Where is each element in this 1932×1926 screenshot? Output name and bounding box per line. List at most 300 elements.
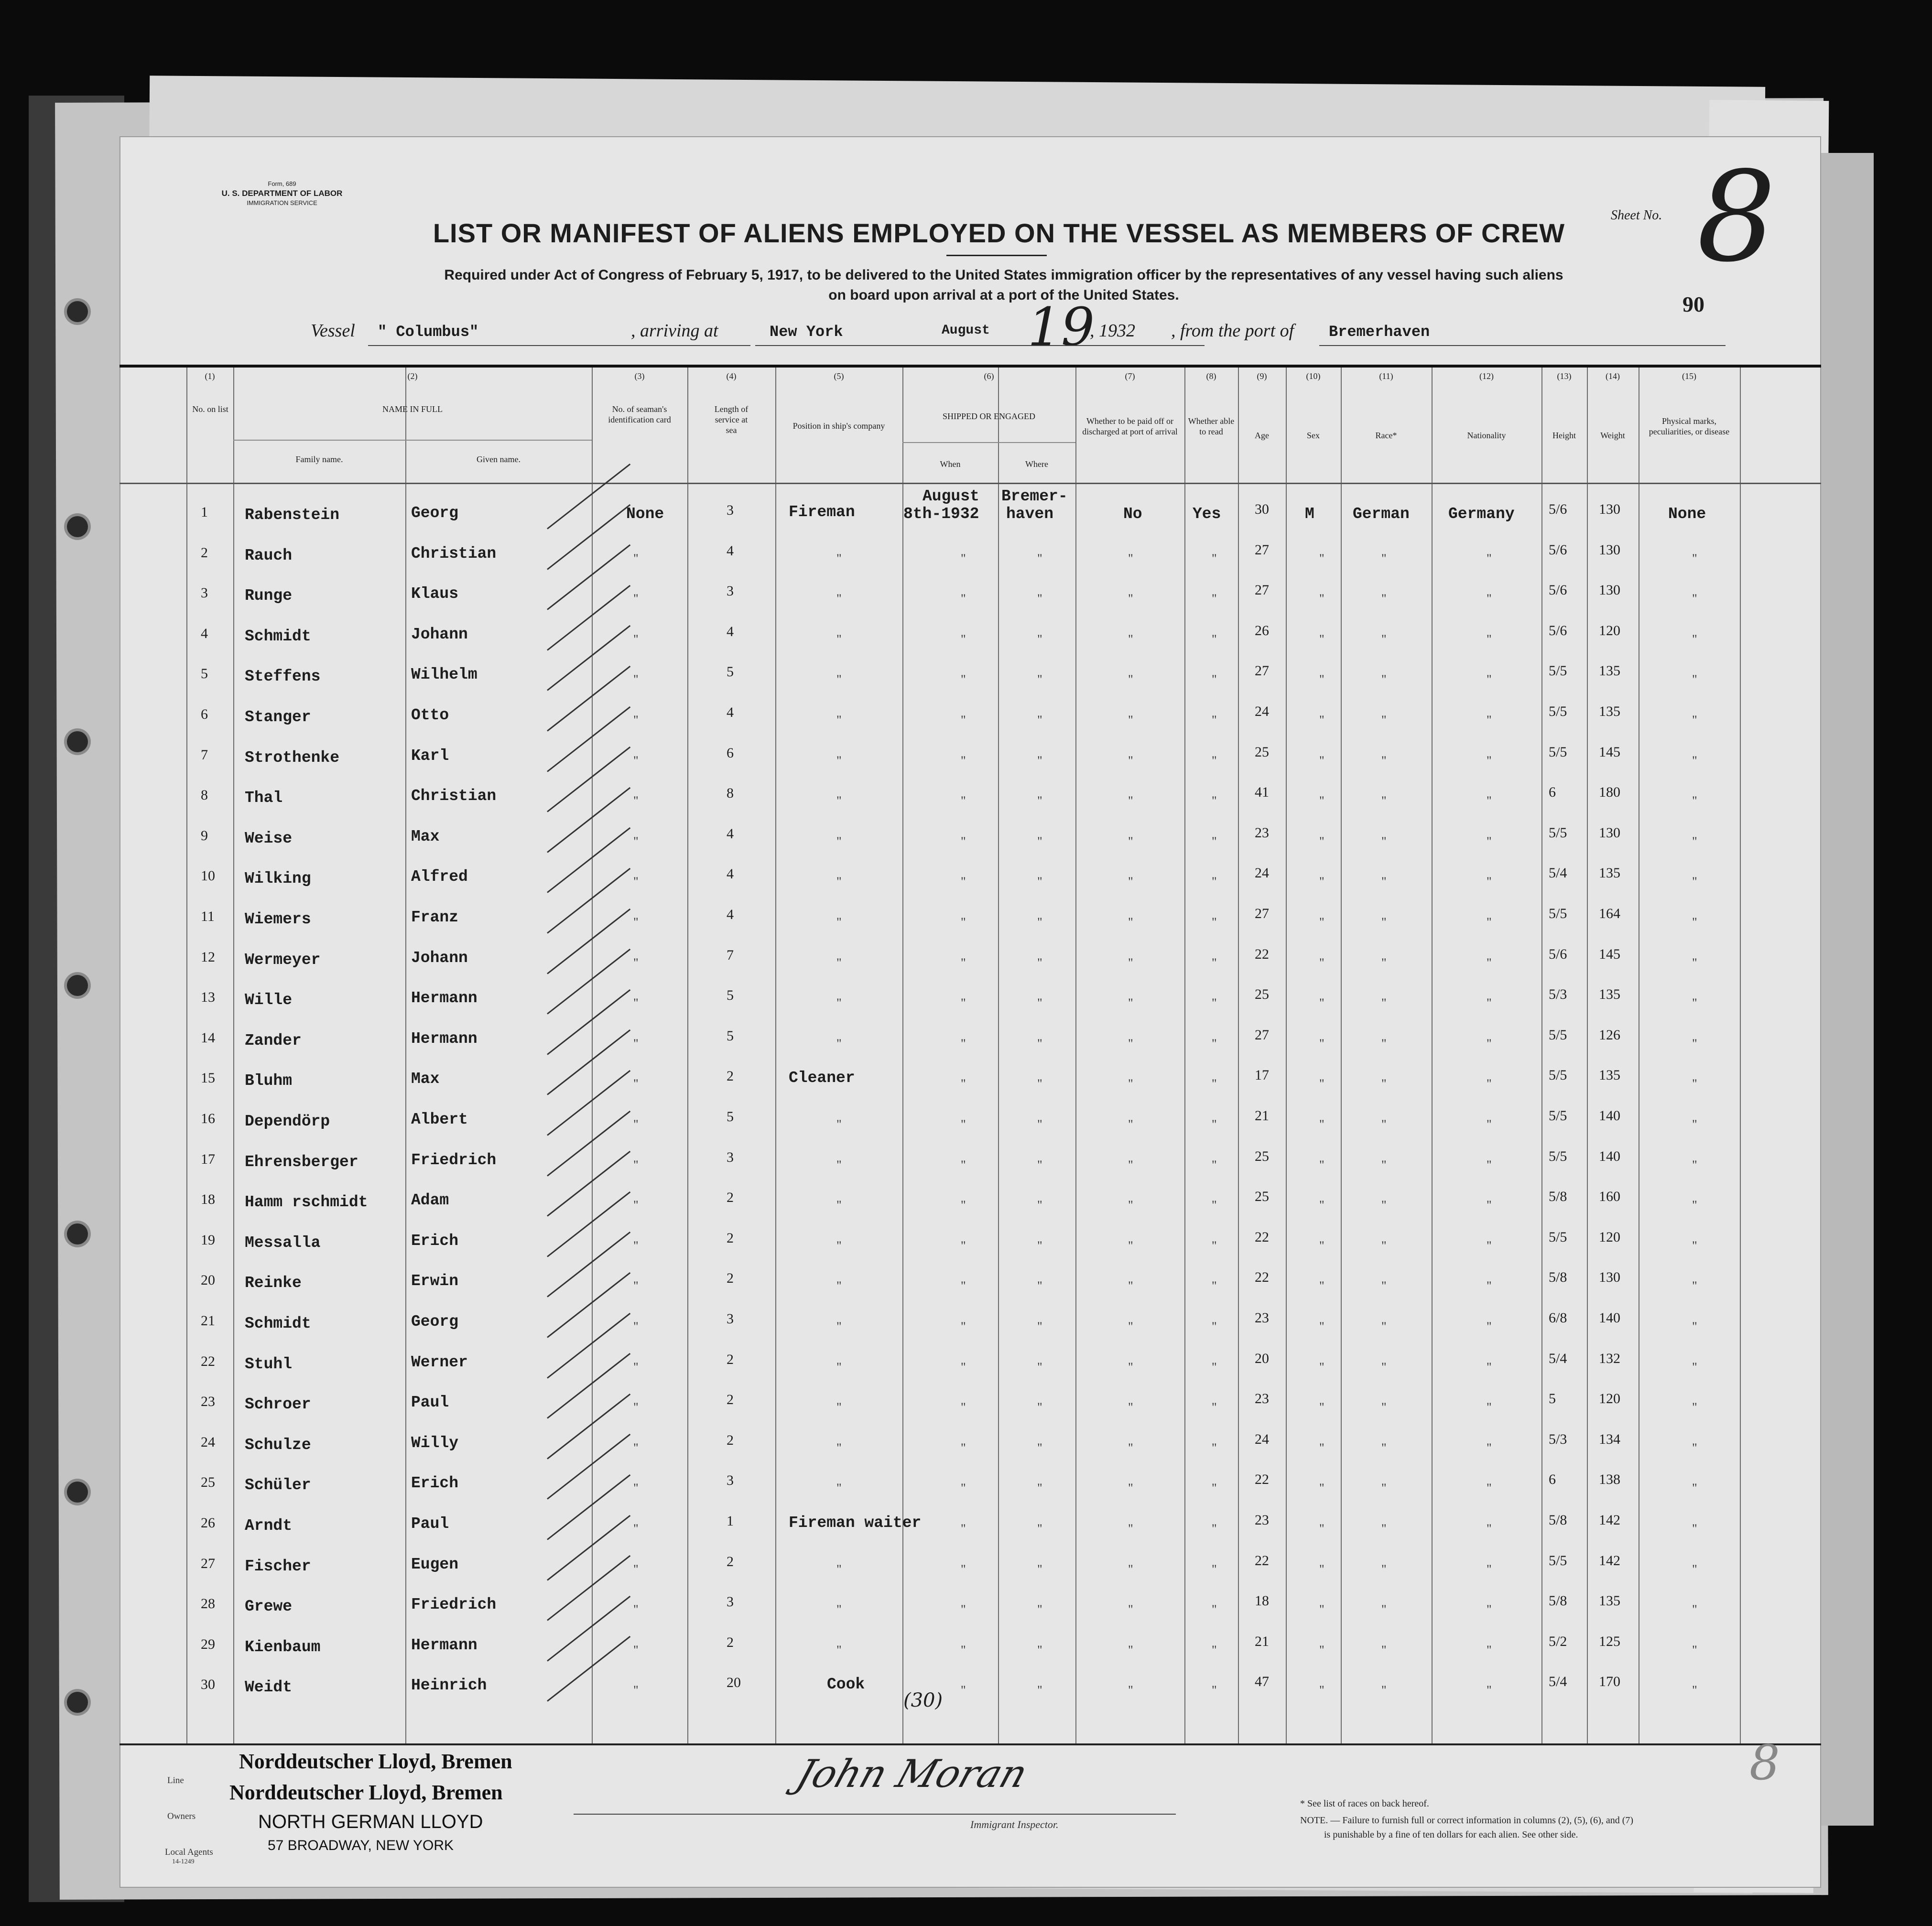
ditto-mark: " bbox=[1212, 1279, 1217, 1293]
ditto-mark: " bbox=[836, 1198, 842, 1212]
weight-value: 130 bbox=[1599, 542, 1620, 558]
ditto-mark: " bbox=[1692, 1239, 1697, 1253]
column-header-family-name: Family name. bbox=[295, 454, 343, 464]
list-number: 21 bbox=[201, 1313, 215, 1329]
list-number: 17 bbox=[201, 1151, 215, 1167]
position-value: Cook bbox=[827, 1676, 865, 1693]
height-value: 5/6 bbox=[1549, 542, 1567, 558]
ditto-mark: " bbox=[1692, 754, 1697, 768]
ditto-mark: " bbox=[1487, 1158, 1492, 1172]
ditto-mark: " bbox=[633, 1239, 639, 1253]
weight-value: 145 bbox=[1599, 744, 1620, 760]
shipped-where: Bremer- bbox=[1001, 487, 1068, 505]
weight-value: 126 bbox=[1599, 1027, 1620, 1043]
column-rule bbox=[775, 368, 776, 1744]
arrival-month: August bbox=[942, 323, 990, 338]
family-name: Grewe bbox=[245, 1598, 293, 1615]
ditto-mark: " bbox=[1319, 794, 1324, 808]
given-name: Otto bbox=[411, 706, 449, 724]
column-header-discharged: Whether to be paid off or discharged at port of arrival bbox=[1082, 416, 1178, 436]
column-header-race: Race* bbox=[1375, 431, 1397, 440]
family-name: Rauch bbox=[245, 547, 293, 564]
given-name: Heinrich bbox=[411, 1677, 487, 1694]
given-name: Albert bbox=[411, 1111, 468, 1128]
service-years: 2 bbox=[727, 1432, 734, 1448]
ditto-mark: " bbox=[1692, 1320, 1697, 1333]
ditto-mark: " bbox=[1487, 1643, 1492, 1657]
tick-mark bbox=[547, 1434, 630, 1500]
ditto-mark: " bbox=[1487, 552, 1492, 565]
column-number: (9) bbox=[1257, 371, 1267, 381]
ditto-mark: " bbox=[836, 1643, 842, 1657]
shipped-when: 8th-1932 bbox=[903, 505, 979, 523]
ditto-mark: " bbox=[836, 713, 842, 727]
corner-mark: 8 bbox=[1749, 1735, 1780, 1791]
ditto-mark: " bbox=[1692, 552, 1697, 565]
ditto-mark: " bbox=[1487, 996, 1492, 1010]
ditto-mark: " bbox=[836, 1239, 842, 1253]
ditto-mark: " bbox=[633, 1562, 639, 1576]
column-number: (6) bbox=[984, 371, 994, 381]
ditto-mark: " bbox=[1381, 794, 1387, 808]
ditto-mark: " bbox=[1212, 632, 1217, 646]
ditto-mark: " bbox=[1692, 996, 1697, 1010]
ditto-mark: " bbox=[1487, 1481, 1492, 1495]
punch-hole bbox=[67, 516, 88, 537]
weight-value: 135 bbox=[1599, 1593, 1620, 1609]
ditto-mark: " bbox=[1128, 1683, 1133, 1697]
column-rule bbox=[1238, 368, 1239, 1744]
family-name: Dependörp bbox=[245, 1113, 330, 1130]
weight-value: 135 bbox=[1599, 986, 1620, 1002]
age-value: 25 bbox=[1255, 744, 1269, 760]
column-rule bbox=[1541, 368, 1542, 1744]
ditto-mark: " bbox=[1037, 794, 1042, 808]
arrival-port: New York bbox=[770, 323, 843, 341]
ditto-mark: " bbox=[1319, 552, 1324, 565]
given-name: Wilhelm bbox=[411, 666, 478, 683]
ditto-mark: " bbox=[1212, 552, 1217, 565]
ditto-mark: " bbox=[1037, 956, 1042, 970]
ditto-mark: " bbox=[1487, 1037, 1492, 1050]
ditto-mark: " bbox=[1212, 1360, 1217, 1374]
ditto-mark: " bbox=[1381, 1522, 1387, 1536]
weight-value: 130 bbox=[1599, 501, 1620, 517]
from-port-label: , from the port of bbox=[1171, 321, 1294, 341]
column-header-height: Height bbox=[1552, 431, 1576, 440]
given-name: Eugen bbox=[411, 1556, 459, 1573]
punch-hole bbox=[67, 1223, 88, 1244]
age-value: 24 bbox=[1255, 703, 1269, 719]
ditto-mark: " bbox=[633, 1117, 639, 1131]
ditto-mark: " bbox=[1128, 1562, 1133, 1576]
column-rule bbox=[902, 368, 903, 1744]
ditto-mark: " bbox=[1319, 592, 1324, 606]
service-years: 4 bbox=[727, 624, 734, 639]
ditto-mark: " bbox=[1692, 875, 1697, 888]
given-name: Max bbox=[411, 1070, 440, 1088]
ditto-mark: " bbox=[1381, 875, 1387, 888]
weight-value: 130 bbox=[1599, 825, 1620, 841]
tick-mark bbox=[547, 1029, 630, 1095]
ditto-mark: " bbox=[1487, 1360, 1492, 1374]
family-name: Wille bbox=[245, 991, 293, 1009]
service-years: 2 bbox=[727, 1230, 734, 1246]
column-header-nationality: Nationality bbox=[1467, 431, 1506, 440]
service-years: 8 bbox=[727, 785, 734, 801]
ditto-mark: " bbox=[1319, 1400, 1324, 1414]
ditto-mark: " bbox=[633, 1198, 639, 1212]
column-rule bbox=[998, 368, 999, 1744]
weight-value: 135 bbox=[1599, 865, 1620, 881]
ditto-mark: " bbox=[1319, 875, 1324, 888]
family-name: Weidt bbox=[245, 1678, 293, 1696]
agent-stamp: NORTH GERMAN LLOYD bbox=[258, 1811, 483, 1832]
column-header-shipped: SHIPPED OR ENGAGED bbox=[942, 411, 1035, 421]
weight-value: 135 bbox=[1599, 703, 1620, 719]
given-name: Friedrich bbox=[411, 1151, 497, 1169]
weight-value: 170 bbox=[1599, 1674, 1620, 1689]
form-code: 14-1249 bbox=[172, 1858, 195, 1865]
age-value: 21 bbox=[1255, 1634, 1269, 1649]
tick-mark bbox=[547, 706, 630, 772]
tick-mark bbox=[547, 787, 630, 853]
age-value: 30 bbox=[1255, 501, 1269, 517]
races-note: * See list of races on back hereof. bbox=[1300, 1798, 1429, 1809]
list-number: 4 bbox=[201, 626, 208, 641]
age-value: 27 bbox=[1255, 582, 1269, 598]
ditto-mark: " bbox=[961, 1360, 966, 1374]
column-number: (8) bbox=[1206, 371, 1216, 381]
ditto-mark: " bbox=[633, 592, 639, 606]
tick-mark bbox=[547, 625, 630, 691]
ditto-mark: " bbox=[633, 1360, 639, 1374]
ditto-mark: " bbox=[1037, 754, 1042, 768]
given-name: Erich bbox=[411, 1232, 459, 1250]
column-header-id-card: No. of seaman's identification card bbox=[608, 404, 671, 424]
ditto-mark: " bbox=[1487, 1683, 1492, 1697]
age-value: 24 bbox=[1255, 1431, 1269, 1447]
ditto-mark: " bbox=[836, 1481, 842, 1495]
tick-mark bbox=[547, 1272, 630, 1338]
list-number: 11 bbox=[201, 909, 215, 924]
ditto-mark: " bbox=[1212, 754, 1217, 768]
column-rule bbox=[1286, 368, 1287, 1744]
ditto-mark: " bbox=[1212, 1562, 1217, 1576]
service-years: 1 bbox=[727, 1513, 734, 1529]
list-number: 20 bbox=[201, 1272, 215, 1288]
column-rule bbox=[1075, 368, 1076, 1744]
column-header-name: NAME IN FULL bbox=[382, 404, 443, 414]
manifest-sheet bbox=[119, 136, 1821, 1888]
family-name: Zander bbox=[245, 1032, 302, 1050]
tick-mark bbox=[547, 1555, 630, 1621]
ditto-mark: " bbox=[836, 1360, 842, 1374]
ditto-mark: " bbox=[1692, 672, 1697, 686]
arrival-year: , 1932 bbox=[1090, 321, 1135, 341]
height-value: 5/6 bbox=[1549, 582, 1567, 598]
family-name: Messalla bbox=[245, 1234, 321, 1252]
column-number: (11) bbox=[1379, 371, 1393, 381]
weight-value: 142 bbox=[1599, 1553, 1620, 1569]
ditto-mark: " bbox=[1212, 1158, 1217, 1172]
service-name: IMMIGRATION SERVICE bbox=[247, 199, 317, 206]
ditto-mark: " bbox=[1128, 1279, 1133, 1293]
age-value: 23 bbox=[1255, 1391, 1269, 1407]
column-header-age: Age bbox=[1255, 431, 1269, 440]
ditto-mark: " bbox=[1212, 713, 1217, 727]
column-number: (7) bbox=[1125, 371, 1135, 381]
list-number: 16 bbox=[201, 1111, 215, 1126]
vessel-label: Vessel bbox=[311, 321, 355, 341]
ditto-mark: " bbox=[1037, 1239, 1042, 1253]
ditto-mark: " bbox=[1487, 713, 1492, 727]
ditto-mark: " bbox=[836, 996, 842, 1010]
ditto-mark: " bbox=[1381, 672, 1387, 686]
departure-port: Bremerhaven bbox=[1329, 323, 1430, 341]
given-name: Christian bbox=[411, 545, 497, 563]
ditto-mark: " bbox=[836, 834, 842, 848]
marks-value: None bbox=[1668, 505, 1706, 523]
family-name: Arndt bbox=[245, 1517, 293, 1535]
ditto-mark: " bbox=[1037, 1481, 1042, 1495]
department-header bbox=[186, 179, 378, 208]
ditto-mark: " bbox=[1319, 1360, 1324, 1374]
ditto-mark: " bbox=[633, 834, 639, 848]
column-rule bbox=[1341, 368, 1342, 1744]
ditto-mark: " bbox=[1319, 1320, 1324, 1333]
ditto-mark: " bbox=[1487, 915, 1492, 929]
age-value: 25 bbox=[1255, 986, 1269, 1002]
ditto-mark: " bbox=[961, 552, 966, 565]
ditto-mark: " bbox=[1487, 1320, 1492, 1333]
service-years: 4 bbox=[727, 866, 734, 882]
ditto-mark: " bbox=[1381, 632, 1387, 646]
list-number: 12 bbox=[201, 949, 215, 965]
ditto-mark: " bbox=[1692, 592, 1697, 606]
ditto-mark: " bbox=[1692, 1077, 1697, 1091]
title-underline bbox=[946, 255, 1047, 256]
height-value: 5/5 bbox=[1549, 1229, 1567, 1245]
list-number: 26 bbox=[201, 1515, 215, 1531]
column-number: (2) bbox=[407, 371, 418, 381]
subheader-rule bbox=[233, 440, 592, 441]
ditto-mark: " bbox=[633, 1037, 639, 1050]
ditto-mark: " bbox=[633, 672, 639, 686]
ditto-mark: " bbox=[1319, 672, 1324, 686]
weight-value: 180 bbox=[1599, 784, 1620, 800]
ditto-mark: " bbox=[1128, 552, 1133, 565]
weight-value: 138 bbox=[1599, 1472, 1620, 1487]
ditto-mark: " bbox=[961, 794, 966, 808]
tick-mark bbox=[547, 909, 630, 974]
height-value: 6 bbox=[1549, 784, 1556, 800]
ditto-mark: " bbox=[1319, 632, 1324, 646]
ditto-mark: " bbox=[1212, 592, 1217, 606]
ditto-mark: " bbox=[633, 956, 639, 970]
ditto-mark: " bbox=[1037, 1117, 1042, 1131]
ditto-mark: " bbox=[1212, 794, 1217, 808]
ditto-mark: " bbox=[633, 996, 639, 1010]
age-value: 17 bbox=[1255, 1067, 1269, 1083]
tick-mark bbox=[547, 949, 630, 1015]
column-header-weight: Weight bbox=[1600, 431, 1625, 440]
ditto-mark: " bbox=[961, 1239, 966, 1253]
ditto-mark: " bbox=[1692, 1481, 1697, 1495]
service-years: 2 bbox=[727, 1634, 734, 1650]
height-value: 5/5 bbox=[1549, 744, 1567, 760]
column-number: (4) bbox=[726, 371, 737, 381]
ditto-mark: " bbox=[1692, 1117, 1697, 1131]
service-years: 3 bbox=[727, 1149, 734, 1165]
ditto-mark: " bbox=[1319, 1198, 1324, 1212]
ditto-mark: " bbox=[1128, 592, 1133, 606]
ditto-mark: " bbox=[961, 672, 966, 686]
column-number: (1) bbox=[205, 371, 215, 381]
form-number: Form, 689 bbox=[268, 180, 296, 187]
age-value: 25 bbox=[1255, 1148, 1269, 1164]
weight-value: 140 bbox=[1599, 1148, 1620, 1164]
ditto-mark: " bbox=[1037, 632, 1042, 646]
given-name: Hermann bbox=[411, 1030, 478, 1048]
ditto-mark: " bbox=[961, 1117, 966, 1131]
ditto-mark: " bbox=[1128, 632, 1133, 646]
family-name: Hamm rschmidt bbox=[245, 1193, 368, 1211]
subtitle-line: Required under Act of Congress of February 5, 1917, to be delivered to the United States immigration officer by the representatives of any vessel having such aliens bbox=[444, 267, 1563, 283]
ditto-mark: " bbox=[1487, 672, 1492, 686]
ditto-mark: " bbox=[1487, 1400, 1492, 1414]
service-years: 2 bbox=[727, 1554, 734, 1569]
ditto-mark: " bbox=[1128, 1320, 1133, 1333]
ditto-mark: " bbox=[961, 915, 966, 929]
ditto-mark: " bbox=[1487, 1198, 1492, 1212]
ditto-mark: " bbox=[836, 1037, 842, 1050]
height-value: 5/2 bbox=[1549, 1634, 1567, 1649]
ditto-mark: " bbox=[1381, 1562, 1387, 1576]
list-number: 25 bbox=[201, 1474, 215, 1490]
ditto-mark: " bbox=[1381, 592, 1387, 606]
height-value: 5/5 bbox=[1549, 1027, 1567, 1043]
ditto-mark: " bbox=[1037, 672, 1042, 686]
ditto-mark: " bbox=[1128, 754, 1133, 768]
family-name: Kienbaum bbox=[245, 1638, 321, 1656]
local-agents-label: Local Agents bbox=[165, 1847, 213, 1857]
family-name: Reinke bbox=[245, 1274, 302, 1292]
arrival-day: 19 bbox=[1028, 296, 1095, 357]
height-value: 5/5 bbox=[1549, 906, 1567, 921]
weight-value: 125 bbox=[1599, 1634, 1620, 1649]
column-rule bbox=[687, 368, 688, 1744]
inspector-signature: John Moran bbox=[791, 1752, 1033, 1796]
ditto-mark: " bbox=[1692, 794, 1697, 808]
given-name: Franz bbox=[411, 909, 459, 926]
height-value: 5/3 bbox=[1549, 986, 1567, 1002]
ditto-mark: " bbox=[1128, 956, 1133, 970]
height-value: 5/5 bbox=[1549, 1108, 1567, 1124]
age-value: 27 bbox=[1255, 542, 1269, 558]
ditto-mark: " bbox=[1037, 1279, 1042, 1293]
list-number: 14 bbox=[201, 1030, 215, 1046]
ditto-mark: " bbox=[1319, 1158, 1324, 1172]
position-value: Fireman waiter bbox=[789, 1514, 922, 1532]
ditto-mark: " bbox=[1692, 1602, 1697, 1616]
service-years: 4 bbox=[727, 543, 734, 559]
ditto-mark: " bbox=[633, 552, 639, 565]
column-number: (12) bbox=[1479, 371, 1494, 381]
ditto-mark: " bbox=[1128, 996, 1133, 1010]
ditto-mark: " bbox=[961, 1320, 966, 1333]
column-number: (15) bbox=[1682, 371, 1696, 381]
column-rule bbox=[233, 368, 234, 1744]
column-number: (5) bbox=[834, 371, 844, 381]
ditto-mark: " bbox=[1692, 1441, 1697, 1455]
tick-mark bbox=[547, 504, 630, 570]
ditto-mark: " bbox=[1128, 1239, 1133, 1253]
ditto-mark: " bbox=[961, 592, 966, 606]
column-header-sex: Sex bbox=[1307, 431, 1320, 440]
age-value: 27 bbox=[1255, 663, 1269, 679]
family-name: Schroer bbox=[245, 1396, 311, 1413]
tick-mark bbox=[547, 747, 630, 812]
ditto-mark: " bbox=[1128, 1158, 1133, 1172]
weight-value: 164 bbox=[1599, 906, 1620, 921]
family-name: Weise bbox=[245, 830, 293, 847]
ditto-mark: " bbox=[1212, 672, 1217, 686]
ditto-mark: " bbox=[1128, 1602, 1133, 1616]
given-name: Klaus bbox=[411, 585, 459, 603]
family-name: Schüler bbox=[245, 1476, 311, 1494]
sheet-number-label: Sheet No. bbox=[1611, 208, 1662, 223]
family-name: Stanger bbox=[245, 708, 311, 726]
ditto-mark: " bbox=[633, 1643, 639, 1657]
age-value: 27 bbox=[1255, 906, 1269, 921]
height-value: 5/5 bbox=[1549, 825, 1567, 841]
given-name: Georg bbox=[411, 504, 459, 522]
ditto-mark: " bbox=[633, 1481, 639, 1495]
ditto-mark: " bbox=[1692, 713, 1697, 727]
family-name: Steffens bbox=[245, 668, 321, 685]
ditto-mark: " bbox=[1487, 1602, 1492, 1616]
weight-value: 135 bbox=[1599, 663, 1620, 679]
column-header-service: Length of service at sea bbox=[714, 404, 749, 435]
family-name: Bluhm bbox=[245, 1072, 293, 1090]
list-number: 24 bbox=[201, 1434, 215, 1450]
service-years: 2 bbox=[727, 1270, 734, 1286]
position-value: Fireman bbox=[789, 503, 855, 521]
ditto-mark: " bbox=[961, 1400, 966, 1414]
family-name: Schmidt bbox=[245, 628, 311, 645]
list-number: 23 bbox=[201, 1394, 215, 1409]
ditto-mark: " bbox=[1212, 1198, 1217, 1212]
ditto-mark: " bbox=[1037, 915, 1042, 929]
ditto-mark: " bbox=[1319, 1562, 1324, 1576]
ditto-mark: " bbox=[1692, 956, 1697, 970]
nationality-value: Germany bbox=[1448, 505, 1515, 523]
ditto-mark: " bbox=[836, 875, 842, 888]
ditto-mark: " bbox=[1037, 1198, 1042, 1212]
column-rule bbox=[1184, 368, 1185, 1744]
list-number: 9 bbox=[201, 828, 208, 844]
ditto-mark: " bbox=[836, 632, 842, 646]
tick-mark bbox=[547, 827, 630, 893]
given-name: Erich bbox=[411, 1474, 459, 1492]
ditto-mark: " bbox=[1487, 632, 1492, 646]
height-value: 5/3 bbox=[1549, 1431, 1567, 1447]
ditto-mark: " bbox=[836, 1158, 842, 1172]
ditto-mark: " bbox=[1319, 956, 1324, 970]
tick-mark bbox=[547, 585, 630, 651]
ditto-mark: " bbox=[1319, 1602, 1324, 1616]
